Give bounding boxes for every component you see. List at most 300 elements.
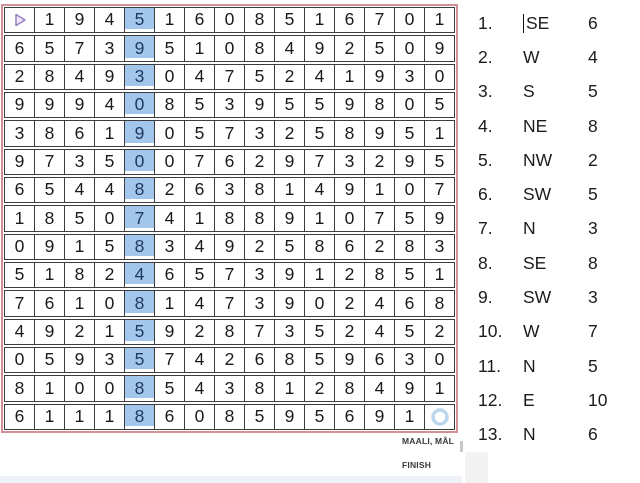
grid-cell[interactable]: 3: [214, 92, 245, 118]
direction-list-item[interactable]: [478, 177, 607, 211]
direction-list-item[interactable]: [478, 418, 607, 452]
direction-list: [478, 6, 607, 452]
direction-item-compass: E: [523, 389, 535, 410]
grid-cell[interactable]: 1: [304, 7, 335, 33]
grid-cell[interactable]: 9: [94, 64, 125, 90]
grid-cell[interactable]: 0: [214, 7, 245, 33]
grid-cell[interactable]: 7: [244, 319, 275, 345]
grid-cell[interactable]: 5: [424, 92, 455, 118]
grid-cell[interactable]: 2: [334, 290, 365, 316]
grid-cell[interactable]: 2: [4, 64, 35, 90]
grid-cell[interactable]: 0: [424, 347, 455, 373]
direction-item-count: 6: [588, 424, 598, 445]
grid-cell[interactable]: 9: [304, 35, 335, 61]
grid-cell[interactable]: 7: [154, 347, 185, 373]
grid-cell[interactable]: 1: [154, 7, 185, 33]
grid-cell-highlighted[interactable]: 7: [124, 205, 155, 231]
grid-cell[interactable]: 5: [394, 120, 425, 146]
grid-cell[interactable]: 7: [304, 149, 335, 175]
direction-item-count: 7: [588, 321, 598, 342]
grid-cell[interactable]: 1: [184, 35, 215, 61]
grid-cell[interactable]: 8: [364, 92, 395, 118]
direction-item-number: 7.: [478, 218, 493, 239]
grid-cell[interactable]: 5: [394, 205, 425, 231]
direction-list-item[interactable]: [478, 280, 607, 314]
grid-cell[interactable]: 8: [244, 177, 275, 203]
grid-cell[interactable]: 2: [334, 35, 365, 61]
direction-list-item[interactable]: [478, 143, 607, 177]
grid-cell-highlighted[interactable]: 8: [124, 290, 155, 316]
grid-cell[interactable]: 9: [34, 234, 65, 260]
grid-cell[interactable]: 3: [394, 64, 425, 90]
grid-cell[interactable]: 0: [214, 35, 245, 61]
grid-cell[interactable]: 4: [184, 64, 215, 90]
direction-item-number: 4.: [478, 115, 493, 136]
grid-cell[interactable]: 0: [304, 290, 335, 316]
grid-cell[interactable]: 9: [64, 7, 95, 33]
grid-cell[interactable]: 3: [334, 149, 365, 175]
grid-cell[interactable]: 6: [154, 404, 185, 430]
grid-cell[interactable]: 4: [4, 319, 35, 345]
grid-cell[interactable]: 3: [424, 234, 455, 260]
grid-cell[interactable]: 5: [244, 404, 275, 430]
grid-cell[interactable]: 4: [304, 64, 335, 90]
grid-cell[interactable]: 0: [154, 120, 185, 146]
grid-cell[interactable]: 9: [4, 92, 35, 118]
grid-cell[interactable]: 5: [364, 35, 395, 61]
grid-cell[interactable]: 5: [184, 262, 215, 288]
grid-cell[interactable]: 5: [274, 234, 305, 260]
grid-cell-highlighted[interactable]: 3: [124, 64, 155, 90]
grid-cell[interactable]: 1: [34, 7, 65, 33]
grid-cell[interactable]: 6: [184, 7, 215, 33]
grid-cell[interactable]: 6: [364, 347, 395, 373]
grid-cell[interactable]: 9: [214, 234, 245, 260]
grid-cell[interactable]: 6: [394, 290, 425, 316]
grid-cell[interactable]: 5: [424, 149, 455, 175]
grid-cell[interactable]: 7: [424, 177, 455, 203]
grid-cell[interactable]: 1: [34, 404, 65, 430]
grid-cell[interactable]: 1: [4, 205, 35, 231]
grid-cell[interactable]: 0: [334, 205, 365, 231]
grid-cell[interactable]: 4: [364, 290, 395, 316]
grid-cell[interactable]: 5: [304, 92, 335, 118]
grid-row: [4, 347, 455, 373]
grid-cell[interactable]: 6: [154, 262, 185, 288]
grid-cell[interactable]: 7: [64, 35, 95, 61]
grid-cell[interactable]: 8: [4, 375, 35, 401]
grid-cell[interactable]: 2: [424, 319, 455, 345]
page-edge-artifact: [460, 441, 463, 452]
direction-list-item[interactable]: [478, 6, 607, 40]
grid-row: [4, 375, 455, 401]
direction-item-compass: S: [523, 81, 535, 102]
grid-cell[interactable]: 8: [214, 319, 245, 345]
grid-cell[interactable]: 5: [304, 319, 335, 345]
direction-item-number: 2.: [478, 46, 493, 67]
grid-cell[interactable]: 3: [394, 347, 425, 373]
grid-cell[interactable]: 0: [94, 375, 125, 401]
grid-cell[interactable]: 5: [94, 234, 125, 260]
grid-cell[interactable]: 8: [34, 64, 65, 90]
grid-cell[interactable]: 9: [274, 205, 305, 231]
grid-cell[interactable]: 7: [4, 290, 35, 316]
grid-cell[interactable]: 4: [94, 92, 125, 118]
direction-item-number: 11.: [478, 355, 502, 376]
text-cursor: [523, 14, 524, 33]
direction-list-item[interactable]: [478, 315, 607, 349]
grid-cell[interactable]: 8: [34, 120, 65, 146]
grid-cell[interactable]: 5: [394, 262, 425, 288]
grid-cell[interactable]: 5: [304, 120, 335, 146]
grid-cell-highlighted[interactable]: 8: [124, 234, 155, 260]
grid-cell[interactable]: 5: [154, 375, 185, 401]
grid-cell[interactable]: 3: [274, 319, 305, 345]
grid-cell[interactable]: 2: [364, 149, 395, 175]
grid-cell[interactable]: 9: [244, 92, 275, 118]
grid-cell[interactable]: 8: [244, 7, 275, 33]
direction-item-compass: SW: [523, 184, 552, 205]
direction-item-count: 3: [588, 218, 598, 239]
direction-item-compass: N: [523, 218, 536, 239]
grid-cell[interactable]: 7: [364, 205, 395, 231]
grid-cell[interactable]: 8: [154, 92, 185, 118]
grid-cell[interactable]: 2: [154, 177, 185, 203]
grid-cell[interactable]: 2: [214, 347, 245, 373]
direction-item-count: 3: [588, 287, 598, 308]
grid-cell[interactable]: 1: [424, 120, 455, 146]
direction-item-compass: W: [523, 321, 540, 342]
grid-cell[interactable]: 3: [4, 120, 35, 146]
grid-cell[interactable]: 9: [334, 347, 365, 373]
grid-cell[interactable]: 7: [214, 64, 245, 90]
grid-cell[interactable]: 5: [304, 347, 335, 373]
grid-row: [4, 92, 455, 118]
grid-cell[interactable]: 0: [394, 92, 425, 118]
grid-row: [4, 234, 455, 260]
direction-item-number: 5.: [478, 149, 493, 170]
grid-cell[interactable]: 8: [214, 404, 245, 430]
grid-cell[interactable]: 5: [64, 205, 95, 231]
grid-cell[interactable]: 8: [214, 205, 245, 231]
grid-cell-highlighted[interactable]: 8: [124, 177, 155, 203]
grid-cell[interactable]: 2: [304, 375, 335, 401]
grid-cell[interactable]: 0: [424, 64, 455, 90]
page-edge-artifact: [0, 476, 462, 483]
grid-cell[interactable]: 9: [274, 404, 305, 430]
grid-cell[interactable]: 4: [274, 35, 305, 61]
grid-cell[interactable]: 1: [94, 120, 125, 146]
grid-cell[interactable]: 1: [274, 375, 305, 401]
grid-cell[interactable]: 8: [244, 205, 275, 231]
grid-row: [4, 262, 455, 288]
grid-cell-highlighted[interactable]: 5: [124, 319, 155, 345]
grid-cell[interactable]: 0: [4, 234, 35, 260]
direction-item-count: 8: [588, 252, 598, 273]
direction-item-compass: SW: [523, 287, 552, 308]
direction-item-number: 9.: [478, 287, 493, 308]
grid-cell[interactable]: 7: [184, 149, 215, 175]
direction-item-compass: SE: [523, 13, 588, 34]
grid-cell[interactable]: 9: [334, 92, 365, 118]
grid-cell[interactable]: 8: [364, 262, 395, 288]
grid-cell[interactable]: 4: [64, 177, 95, 203]
direction-item-number: 6.: [478, 184, 493, 205]
grid-cell[interactable]: 2: [94, 262, 125, 288]
grid-cell[interactable]: 0: [394, 177, 425, 203]
grid-cell[interactable]: 6: [334, 404, 365, 430]
grid-cell[interactable]: 0: [154, 149, 185, 175]
grid-cell[interactable]: 5: [184, 120, 215, 146]
grid-cell[interactable]: 4: [304, 177, 335, 203]
grid-cell[interactable]: 2: [274, 64, 305, 90]
grid-cell[interactable]: 7: [364, 7, 395, 33]
grid-cell[interactable]: 4: [184, 347, 215, 373]
grid-row: [4, 404, 455, 430]
direction-item-count: 4: [588, 46, 598, 67]
grid-cell[interactable]: 4: [184, 375, 215, 401]
grid-cell[interactable]: 3: [64, 149, 95, 175]
grid-cell[interactable]: 7: [214, 290, 245, 316]
grid-cell-highlighted[interactable]: 5: [124, 347, 155, 373]
grid-cell[interactable]: 8: [244, 375, 275, 401]
grid-cell[interactable]: 8: [64, 262, 95, 288]
grid-cell[interactable]: 6: [34, 290, 65, 316]
grid-cell[interactable]: 8: [334, 375, 365, 401]
grid-cell[interactable]: 9: [34, 319, 65, 345]
direction-item-count: 6: [588, 12, 598, 33]
grid-cell[interactable]: 1: [94, 404, 125, 430]
grid-cell[interactable]: 9: [424, 35, 455, 61]
grid-cell-highlighted[interactable]: 5: [124, 7, 155, 33]
direction-list-item[interactable]: [478, 349, 607, 383]
grid-cell[interactable]: 9: [274, 290, 305, 316]
grid-cell[interactable]: 3: [244, 262, 275, 288]
grid-cell[interactable]: 2: [64, 319, 95, 345]
grid-cell[interactable]: 4: [364, 319, 395, 345]
direction-item-count: 8: [588, 115, 598, 136]
grid-cell[interactable]: 1: [364, 177, 395, 203]
grid-cell[interactable]: 1: [64, 234, 95, 260]
grid-cell[interactable]: 5: [34, 35, 65, 61]
direction-item-number: 13.: [478, 424, 503, 445]
grid-cell[interactable]: 8: [334, 120, 365, 146]
grid-cell[interactable]: 6: [184, 177, 215, 203]
direction-item-compass: N: [523, 424, 536, 445]
grid-cell[interactable]: 0: [154, 64, 185, 90]
direction-item-compass: SE: [523, 252, 547, 273]
grid-cell[interactable]: 8: [304, 234, 335, 260]
grid-cell[interactable]: 7: [214, 120, 245, 146]
grid-cell[interactable]: 9: [364, 64, 395, 90]
grid-cell[interactable]: 1: [64, 404, 95, 430]
finish-label-line2: FINISH: [402, 460, 432, 471]
direction-item-count: 10: [588, 389, 608, 410]
grid-cell[interactable]: 1: [94, 319, 125, 345]
direction-item-number: 12.: [478, 389, 503, 410]
grid-cell[interactable]: 4: [154, 205, 185, 231]
direction-item-count: 2: [588, 149, 598, 170]
grid-row: [4, 319, 455, 345]
grid-cell[interactable]: 2: [364, 234, 395, 260]
grid-row: [4, 35, 455, 61]
direction-item-number: 8.: [478, 252, 493, 273]
grid-cell[interactable]: 0: [94, 205, 125, 231]
grid-cell[interactable]: 2: [274, 120, 305, 146]
grid-cell[interactable]: 0: [94, 290, 125, 316]
page-edge-artifact: [465, 452, 488, 483]
direction-item-compass: NE: [523, 115, 548, 136]
grid-cell[interactable]: 5: [34, 347, 65, 373]
grid-cell[interactable]: 5: [394, 319, 425, 345]
grid-cell[interactable]: 4: [184, 290, 215, 316]
grid-cell[interactable]: 2: [334, 262, 365, 288]
grid-cell[interactable]: 9: [394, 149, 425, 175]
grid-cell[interactable]: 1: [424, 375, 455, 401]
grid-cell[interactable]: 8: [34, 205, 65, 231]
grid-cell[interactable]: 5: [274, 7, 305, 33]
grid-cell[interactable]: 5: [4, 262, 35, 288]
grid-cell[interactable]: 5: [34, 177, 65, 203]
grid-cell[interactable]: 6: [334, 7, 365, 33]
grid-start-cell[interactable]: [4, 7, 35, 33]
grid-cell[interactable]: 4: [64, 64, 95, 90]
grid-cell[interactable]: 2: [334, 319, 365, 345]
grid-cell[interactable]: 9: [154, 319, 185, 345]
grid-cell[interactable]: 1: [34, 375, 65, 401]
direction-item-number: 3.: [478, 81, 493, 102]
grid-cell[interactable]: 6: [214, 149, 245, 175]
grid-cell[interactable]: 1: [334, 64, 365, 90]
grid-cell[interactable]: 1: [424, 262, 455, 288]
grid-cell[interactable]: 9: [364, 120, 395, 146]
grid-cell[interactable]: 8: [244, 35, 275, 61]
direction-item-compass: N: [523, 355, 536, 376]
grid-cell-highlighted[interactable]: 0: [124, 92, 155, 118]
grid-cell[interactable]: 4: [94, 177, 125, 203]
grid-cell[interactable]: 3: [94, 347, 125, 373]
grid-row: [4, 149, 455, 175]
finish-label-line1: MAALI, MÅL: [402, 436, 455, 446]
grid-cell[interactable]: 8: [424, 290, 455, 316]
grid-cell[interactable]: 3: [214, 375, 245, 401]
direction-list-item[interactable]: [478, 75, 607, 109]
grid-cell[interactable]: 1: [304, 262, 335, 288]
grid-cell[interactable]: 3: [214, 177, 245, 203]
grid-row: [4, 64, 455, 90]
direction-item-compass: W: [523, 46, 540, 67]
grid-cell[interactable]: 5: [184, 92, 215, 118]
grid-cell[interactable]: 9: [394, 375, 425, 401]
grid-cell[interactable]: 5: [94, 149, 125, 175]
grid-cell[interactable]: 8: [394, 234, 425, 260]
grid-cell-highlighted[interactable]: 8: [124, 404, 155, 430]
grid-cell[interactable]: 5: [304, 404, 335, 430]
grid-cell[interactable]: 1: [64, 290, 95, 316]
grid-cell[interactable]: 9: [274, 262, 305, 288]
grid-cell[interactable]: 0: [4, 347, 35, 373]
grid-cell-highlighted[interactable]: 8: [124, 375, 155, 401]
grid-cell[interactable]: 1: [394, 404, 425, 430]
grid-row: [4, 177, 455, 203]
grid-cell[interactable]: 4: [364, 375, 395, 401]
grid-cell[interactable]: 0: [64, 375, 95, 401]
grid-cell[interactable]: 5: [244, 64, 275, 90]
grid-cell[interactable]: 6: [4, 404, 35, 430]
grid-cell-highlighted[interactable]: 9: [124, 120, 155, 146]
grid-cell[interactable]: 6: [334, 234, 365, 260]
grid-cell[interactable]: 1: [304, 205, 335, 231]
grid-cell[interactable]: 6: [4, 177, 35, 203]
direction-list-item[interactable]: [478, 40, 607, 74]
grid-cell[interactable]: 6: [64, 120, 95, 146]
grid-cell[interactable]: 9: [334, 177, 365, 203]
grid-cell[interactable]: 6: [4, 35, 35, 61]
grid-cell[interactable]: 3: [244, 290, 275, 316]
grid-cell[interactable]: 9: [364, 404, 395, 430]
grid-cell-highlighted[interactable]: 9: [124, 35, 155, 61]
grid-cell[interactable]: 9: [274, 149, 305, 175]
grid-cell[interactable]: 4: [94, 7, 125, 33]
grid-cell[interactable]: 8: [274, 347, 305, 373]
grid-cell[interactable]: 2: [184, 319, 215, 345]
grid-row: [4, 7, 455, 33]
grid-cell[interactable]: 0: [184, 404, 215, 430]
finish-ring-icon[interactable]: [430, 407, 450, 427]
grid-cell-highlighted[interactable]: 0: [124, 149, 155, 175]
grid-cell[interactable]: 2: [244, 234, 275, 260]
grid-cell[interactable]: 3: [244, 120, 275, 146]
direction-item-number: 1.: [478, 12, 493, 33]
grid-row: [4, 205, 455, 231]
grid-cell[interactable]: 9: [4, 149, 35, 175]
grid-cell[interactable]: 2: [244, 149, 275, 175]
number-grid: [1, 4, 458, 433]
grid-cell[interactable]: 9: [34, 92, 65, 118]
grid-cell[interactable]: 3: [94, 35, 125, 61]
direction-list-item[interactable]: [478, 246, 607, 280]
direction-item-count: 5: [588, 81, 598, 102]
grid-cell[interactable]: 1: [274, 177, 305, 203]
grid-cell[interactable]: 1: [184, 205, 215, 231]
grid-cell[interactable]: 1: [154, 290, 185, 316]
direction-list-item[interactable]: [478, 383, 607, 417]
grid-cell[interactable]: 9: [64, 347, 95, 373]
grid-cell[interactable]: 1: [424, 7, 455, 33]
grid-cell[interactable]: 3: [154, 234, 185, 260]
grid-row: [4, 290, 455, 316]
grid-cell[interactable]: 6: [244, 347, 275, 373]
grid-cell[interactable]: 1: [34, 262, 65, 288]
grid-cell[interactable]: 0: [394, 35, 425, 61]
grid-cell[interactable]: 0: [394, 7, 425, 33]
grid-finish-cell[interactable]: [424, 404, 455, 430]
grid-cell[interactable]: 4: [184, 234, 215, 260]
grid-cell[interactable]: 5: [154, 35, 185, 61]
grid-cell[interactable]: 7: [34, 149, 65, 175]
grid-cell[interactable]: 7: [214, 262, 245, 288]
direction-item-number: 10.: [478, 321, 503, 342]
grid-row: [4, 120, 455, 146]
direction-item-count: 5: [588, 184, 598, 205]
grid-cell[interactable]: 5: [274, 92, 305, 118]
grid-cell-highlighted[interactable]: 4: [124, 262, 155, 288]
direction-list-item[interactable]: [478, 212, 607, 246]
play-triangle-icon[interactable]: [12, 12, 28, 28]
direction-list-item[interactable]: [478, 109, 607, 143]
grid-cell[interactable]: 9: [64, 92, 95, 118]
grid-cell[interactable]: 9: [424, 205, 455, 231]
